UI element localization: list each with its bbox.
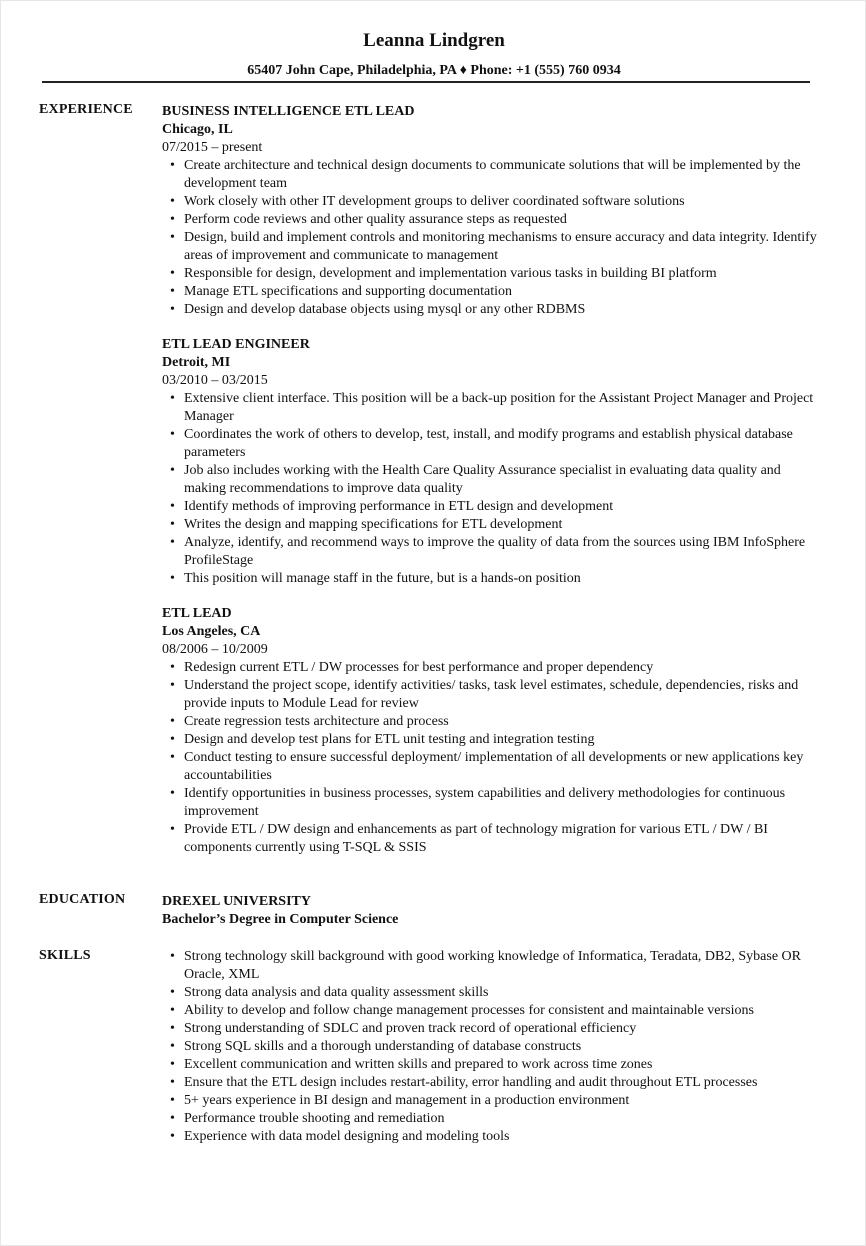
skills-list [162,948,822,1146]
list-item: • Extensive client interface. This position will be a back-up position for the Assistant Project Manager and Project Manager [162,390,822,426]
list-item: • Strong SQL skills and a thorough understanding of database constructs [162,1038,822,1056]
job-entry [162,605,822,857]
list-item: • Writes the design and mapping specifications for ETL development [162,516,822,534]
list-item: • This position will manage staff in the future, but is a hands-on position [162,570,822,588]
candidate-name: Leanna Lindgren [363,30,505,51]
education-section [162,893,822,929]
job-title: ETL LEAD ENGINEER [162,337,310,352]
list-item: • Strong data analysis and data quality assessment skills [162,984,822,1002]
list-item: • Ensure that the ETL design includes restart-ability, error handling and audit throughout ETL processes [162,1074,822,1092]
experience-heading: EXPERIENCE [39,102,133,117]
list-item: • Create regression tests architecture and process [162,713,822,731]
list-item: • Coordinates the work of others to develop, test, install, and modify programs and establish physical database parameters [162,426,822,462]
list-item: • Work closely with other IT development groups to deliver coordinated software solutions [162,193,822,211]
list-item: • Responsible for design, development and implementation various tasks in building BI platform [162,265,822,283]
job-title: ETL LEAD [162,606,232,621]
skills-section [162,948,822,1146]
job-dates: 08/2006 – 10/2009 [162,642,268,657]
degree: Bachelor’s Degree in Computer Science [162,912,399,927]
list-item: • Perform code reviews and other quality assurance steps as requested [162,211,822,229]
experience-section [162,103,822,874]
job-location: Chicago, IL [162,122,233,137]
list-item: • Ability to develop and follow change management processes for consistent and maintainable versions [162,1002,822,1020]
list-item: • Redesign current ETL / DW processes for best performance and proper dependency [162,659,822,677]
school-name: DREXEL UNIVERSITY [162,894,311,909]
list-item: • Performance trouble shooting and remediation [162,1110,822,1128]
job-dates: 03/2010 – 03/2015 [162,373,268,388]
list-item: • Design and develop database objects using mysql or any other RDBMS [162,301,822,319]
list-item: • Design, build and implement controls and monitoring mechanisms to ensure accuracy and data integrity. Identify areas of improvement and communicate to management [162,229,822,265]
list-item: • 5+ years experience in BI design and management in a production environment [162,1092,822,1110]
job-bullets [162,157,822,319]
education-heading: EDUCATION [39,892,126,907]
job-entry [162,336,822,588]
job-location: Detroit, MI [162,355,231,370]
list-item: • Conduct testing to ensure successful deployment/ implementation of all developments or new applications key accountabilities [162,749,822,785]
list-item: • Strong technology skill background with good working knowledge of Informatica, Teradata, DB2, Sybase OR Oracle, XML [162,948,822,984]
list-item: • Identify opportunities in business processes, system capabilities and delivery methodologies for continuous improvement [162,785,822,821]
job-bullets [162,390,822,588]
job-bullets [162,659,822,857]
skills-heading: SKILLS [39,948,91,963]
list-item: • Create architecture and technical design documents to communicate solutions that will be implemented by the development team [162,157,822,193]
list-item: • Experience with data model designing and modeling tools [162,1128,822,1146]
header-divider [42,81,810,83]
job-location: Los Angeles, CA [162,624,261,639]
job-dates: 07/2015 – present [162,140,263,155]
contact-line: 65407 John Cape, Philadelphia, PA ♦ Phone: +1 (555) 760 0934 [247,63,621,78]
list-item: • Identify methods of improving performance in ETL design and development [162,498,822,516]
list-item: • Excellent communication and written skills and prepared to work across time zones [162,1056,822,1074]
list-item: • Provide ETL / DW design and enhancements as part of technology migration for various ETL / DW / BI components currently using T-SQL & SSIS [162,821,822,857]
list-item: • Understand the project scope, identify activities/ tasks, task level estimates, schedule, dependencies, risks and provide inputs to Module Lead for review [162,677,822,713]
job-title: BUSINESS INTELLIGENCE ETL LEAD [162,104,415,119]
list-item: • Design and develop test plans for ETL unit testing and integration testing [162,731,822,749]
list-item: • Manage ETL specifications and supporting documentation [162,283,822,301]
list-item: • Strong understanding of SDLC and proven track record of operational efficiency [162,1020,822,1038]
list-item: • Job also includes working with the Health Care Quality Assurance specialist in evaluating data quality and making recommendations to improve data quality [162,462,822,498]
job-entry [162,103,822,319]
list-item: • Analyze, identify, and recommend ways to improve the quality of data from the sources using IBM InfoSphere ProfileStage [162,534,822,570]
